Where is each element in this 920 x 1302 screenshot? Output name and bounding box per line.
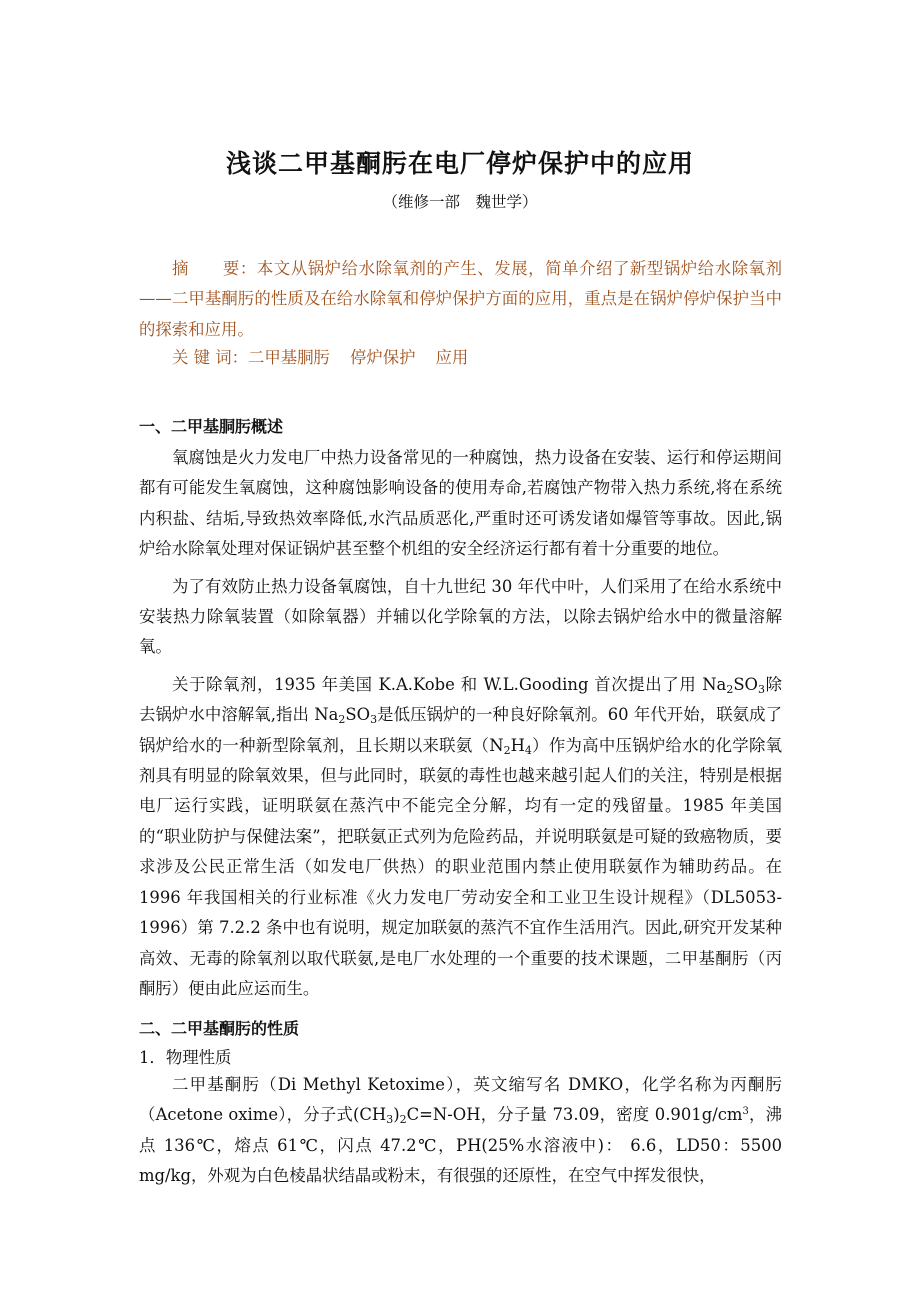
keyword-item: 二甲基胴肟 [247,348,330,367]
subsection-heading: 1．物理性质 [139,1048,232,1067]
section-heading-1: 一、二甲基胴肟概述 [139,417,284,436]
keywords-label: 关 键 词： [172,348,248,367]
abstract-label: 摘 要： [172,259,257,278]
paragraph: 关于除氧剂，1935 年美国 K.A.Kobe 和 W.L.Gooding 首次提出了用 $Na_2SO_3$除去锅炉水中溶解氧,指出 $Na_2SO_3$是低压锅炉的一种良好除氧剂。60 年代开始，联氨成了锅炉给水的一种新型除氧剂，且长期以来联氨$(N_2H_4)$作为高中压锅炉给水的化学除氧剂具有明显的除氧效果，但与此同时，联氨的毒性也越来越引起人们的关注，特别是根据电厂运行实践，证明联氨在蒸汽中不能完全分解，均有一定的残留量。1985 年美国的“职业防护与保健法案”，把联氨正式列为危险药品，并说明联氨是可疑的致癌物质，要求涉及公民正常生活（如发电厂供热）的职业范围内禁止使用联氨作为辅助药品。在 1996 年我国相关的行业标准《火力发电厂劳动安全和工业卫生设计规程》（DL5053-1996）第 7.2.2 条中也有说明，规定加联氨的蒸汽不宜作生活用汽。因此,研究开发某种高效、无毒的除氧剂以取代联氨,是电厂水处理的一个重要的技术课题，二甲基酮肟（丙酮肟）便由此应运而生。 [139,674,783,998]
keywords [139,343,782,373]
section-heading-2: 二、二甲基酮肟的性质 [139,1019,300,1038]
keyword-item: 应用 [435,348,469,367]
abstract [139,254,782,345]
document-title: 浅谈二甲基酮肟在电厂停炉保护中的应用 [225,149,694,178]
paragraph: 为了有效防止热力设备氧腐蚀，自十九世纪 30 年代中叶，人们采用了在给水系统中安装热力除氧装置（如除氧器）并辅以化学除氧的方法，以除去锅炉给水中的微量溶解氧。 [139,576,782,657]
section-2-body [139,1070,782,1199]
keyword-item: 停炉保护 [349,348,416,367]
paragraph: 氧腐蚀是火力发电厂中热力设备常见的一种腐蚀，热力设备在安装、运行和停运期间都有可能发生氧腐蚀，这种腐蚀影响设备的使用寿命,若腐蚀产物带入热力系统,将在系统内积盐、结垢,导致热效率降低,水汽品质恶化,严重时还可诱发诸如爆管等事故。因此,锅炉给水除氧处理对保证锅炉甚至整个机组的安全经济运行都有着十分重要的地位。 [139,448,782,559]
abstract-text: 本文从锅炉给水除氧剂的产生、发展，简单介绍了新型锅炉给水除氧剂——二甲基酮肟的性质及在给水除氧和停炉保护方面的应用，重点是在锅炉停炉保护当中的探索和应用。 [139,259,783,339]
author-byline: （维修一部 魏世学） [382,193,538,211]
section-1-body [139,443,782,1011]
paragraph: 二甲基酮肟（Di Methyl Ketoxime），英文缩写名 DMKO，化学名称为丙酮肟（Acetone oxime），分子式$(CH_3)_2C=N-OH$，分子量 73.09，密度 $0.901g/cm^3$，沸点 136℃，熔点 61℃，闪点 47.2℃，PH(25%水溶液中)： 6.6，LD50：5500 mg/kg，外观为白色棱晶状结晶或粉末，有很强的还原性，在空气中挥发很快， [139,1075,783,1186]
